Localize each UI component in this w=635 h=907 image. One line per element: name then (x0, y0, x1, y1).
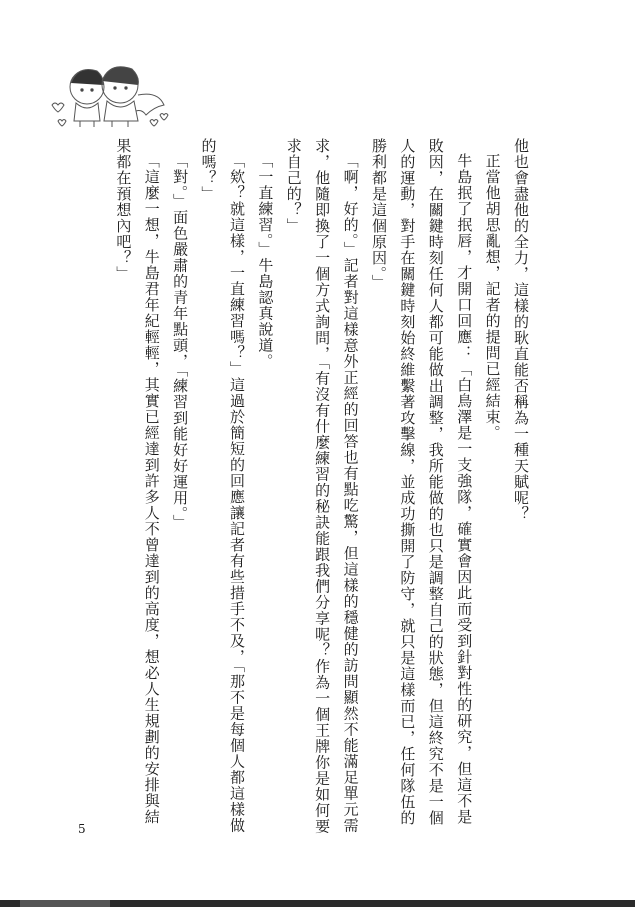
page-number: 5 (78, 822, 86, 836)
paragraph: 牛島抿了抿唇，才開口回應：「白鳥澤是一支強隊，確實會因此而受到針對性的研究，但這不是敗因，在關鍵時刻任何人都可能做出調整，我所能做的也只是調整自己的狀態，但這終究不是一個人的運動，對手在關鍵時刻始終維繫著攻擊線，並成功撕開了防守，就只是這樣而已，任何隊伍的勝利都是這個原因。」 (369, 138, 474, 826)
bottom-bar-segment (20, 900, 110, 907)
paragraph: 「對。」面色嚴肅的青年點頭，「練習到能好好運用。」 (171, 153, 190, 531)
paragraph: 「一直練習。」牛島認真說道。 (256, 153, 275, 370)
paragraph: 「這麼一想，牛島君年紀輕輕，其實已經達到許多人不曾達到的高度，想必人生規劃的安排與結果都在預想內吧？」 (114, 138, 161, 825)
paragraph: 他也會盡他的全力，這樣的耿直能否稱為一種天賦呢？ (512, 138, 530, 522)
vertical-text-body (109, 138, 535, 838)
chibi-illustration-icon (42, 55, 172, 130)
paragraph: 「啊，好的。」記者對這樣意外正經的回答也有點吃驚，但這樣的穩健的訪問顯然不能滿足單元需求，他隨即換了一個方式詢問，「有沒有什麼練習的秘訣能跟我們分享呢？作為一個王牌你是如何要求自己的？」 (284, 138, 360, 835)
paragraph: 正當他胡思亂想，記者的提問已經結束。 (483, 153, 502, 441)
viewer-bottom-bar (0, 900, 635, 907)
paragraph: 「欸？就這樣，一直練習嗎？」這過於簡短的回應讓記者有些措手不及，「那不是每個人都這樣做的嗎？」 (199, 138, 246, 834)
